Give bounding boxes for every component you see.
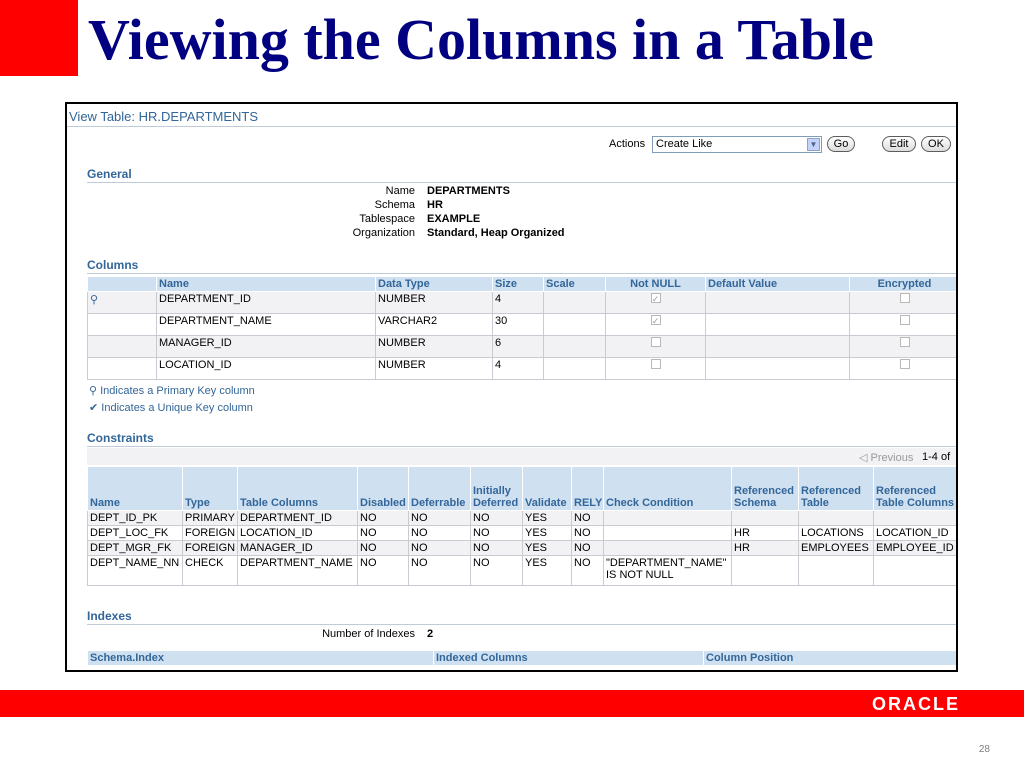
con-disabled: NO [358, 526, 409, 541]
col-header-key [88, 277, 157, 292]
footer-bar [0, 690, 1024, 717]
table-row [88, 314, 957, 336]
con-check-condition [604, 511, 732, 526]
con-rely: NO [572, 556, 604, 586]
index-count-row [67, 628, 627, 642]
col-header-scale[interactable]: Scale [544, 277, 606, 292]
encrypted-checkbox[interactable] [900, 315, 910, 325]
page-title: View Table: HR.DEPARTMENTS [69, 109, 259, 124]
slide-title: Viewing the Columns in a Table [88, 7, 874, 72]
table-row [88, 541, 957, 556]
con-header-check-condition[interactable]: Check Condition [604, 467, 732, 511]
constraints-table [87, 466, 956, 586]
legend-primary-key [89, 384, 255, 397]
column-scale [544, 292, 606, 314]
con-header-ref-table[interactable]: Referenced Table [799, 467, 874, 511]
column-type: NUMBER [376, 358, 493, 380]
column-size: 4 [493, 358, 544, 380]
con-ref-schema: HR [732, 541, 799, 556]
primary-key-icon: ⚲ [88, 292, 157, 314]
field-label: Schema [374, 199, 415, 211]
table-row [88, 358, 957, 380]
legend-unique-key [89, 401, 253, 414]
con-ref-table: EMPLOYEES [799, 541, 874, 556]
con-check-condition [604, 541, 732, 556]
con-validate: YES [523, 556, 572, 586]
table-row [88, 526, 957, 541]
table-row [88, 511, 957, 526]
con-initially-deferred: NO [471, 526, 523, 541]
encrypted-checkbox[interactable] [900, 293, 910, 303]
page-number: 28 [978, 744, 990, 755]
not-null-checkbox[interactable]: ✓ [651, 294, 660, 304]
checkmark-icon: ✔ [89, 402, 99, 414]
key-cell [88, 358, 157, 380]
general-field-schema [67, 199, 627, 213]
con-deferrable: NO [409, 541, 471, 556]
columns-table [87, 276, 956, 380]
con-header-deferrable[interactable]: Deferrable [409, 467, 471, 511]
con-ref-table: LOCATIONS [799, 526, 874, 541]
encrypted-checkbox[interactable] [900, 337, 910, 347]
con-type: FOREIGN [183, 526, 238, 541]
con-type: PRIMARY [183, 511, 238, 526]
indexes-header-row [88, 651, 957, 666]
actions-bar [67, 136, 956, 156]
field-value: EXAMPLE [427, 213, 481, 225]
con-ref-table [799, 511, 874, 526]
columns-header-row [88, 277, 957, 292]
con-name: DEPT_LOC_FK [88, 526, 183, 541]
constraints-header-row [88, 467, 957, 511]
column-name: LOCATION_ID [157, 358, 376, 380]
con-header-validate[interactable]: Validate [523, 467, 572, 511]
con-initially-deferred: NO [471, 511, 523, 526]
index-count-value: 2 [427, 628, 434, 640]
con-disabled: NO [358, 511, 409, 526]
indexes-heading: Indexes [87, 609, 132, 623]
general-field-organization [67, 227, 627, 241]
con-header-ref-schema[interactable]: Referenced Schema [732, 467, 799, 511]
table-row [88, 292, 957, 314]
columns-heading: Columns [87, 258, 139, 272]
con-rely: NO [572, 526, 604, 541]
col-header-name[interactable]: Name [157, 277, 376, 292]
not-null-checkbox[interactable]: ✓ [651, 316, 660, 326]
previous-link[interactable]: ◁ Previous [859, 452, 914, 464]
table-row [88, 336, 957, 358]
table-row [88, 556, 957, 586]
idx-header-schema-index[interactable]: Schema.Index [88, 651, 434, 666]
column-default [706, 358, 850, 380]
column-default [706, 292, 850, 314]
oracle-logo: ORACLE [872, 694, 960, 714]
field-label: Organization [352, 227, 415, 239]
con-name: DEPT_NAME_NN [88, 556, 183, 586]
title-divider [67, 126, 956, 127]
field-label: Tablespace [359, 213, 415, 225]
column-size: 30 [493, 314, 544, 336]
accent-square [0, 0, 78, 76]
previous-label: Previous [870, 452, 914, 464]
index-count-label: Number of Indexes [322, 628, 415, 640]
column-scale [544, 336, 606, 358]
con-header-table-columns[interactable]: Table Columns [238, 467, 358, 511]
field-value: DEPARTMENTS [427, 185, 510, 197]
con-header-name[interactable]: Name [88, 467, 183, 511]
con-table-columns: LOCATION_ID [238, 526, 358, 541]
con-name: DEPT_ID_PK [88, 511, 183, 526]
column-type: NUMBER [376, 336, 493, 358]
screenshot-frame [65, 102, 958, 672]
con-check-condition: "DEPARTMENT_NAME" IS NOT NULL [604, 556, 732, 586]
con-ref-columns [874, 511, 957, 526]
con-type: CHECK [183, 556, 238, 586]
con-validate: YES [523, 511, 572, 526]
field-value: HR [427, 199, 443, 211]
con-initially-deferred: NO [471, 556, 523, 586]
constraints-divider [87, 446, 956, 447]
chevron-down-icon[interactable]: ▼ [807, 138, 820, 151]
con-ref-schema [732, 556, 799, 586]
general-divider [87, 182, 956, 183]
con-ref-columns: LOCATION_ID [874, 526, 957, 541]
column-name: DEPARTMENT_NAME [157, 314, 376, 336]
column-type: NUMBER [376, 292, 493, 314]
col-header-encrypted[interactable]: Encrypted [850, 277, 957, 292]
edit-button[interactable]: Edit [882, 136, 916, 152]
column-name: DEPARTMENT_ID [157, 292, 376, 314]
con-deferrable: NO [409, 526, 471, 541]
key-cell [88, 336, 157, 358]
con-header-disabled[interactable]: Disabled [358, 467, 409, 511]
pager-range: 1-4 of [922, 451, 951, 463]
con-validate: YES [523, 526, 572, 541]
column-size: 6 [493, 336, 544, 358]
con-ref-table [799, 556, 874, 586]
con-ref-schema: HR [732, 526, 799, 541]
con-table-columns: DEPARTMENT_ID [238, 511, 358, 526]
general-field-tablespace [67, 213, 627, 227]
col-header-size[interactable]: Size [493, 277, 544, 292]
em-window [67, 104, 956, 670]
con-table-columns: MANAGER_ID [238, 541, 358, 556]
con-ref-columns [874, 556, 957, 586]
con-table-columns: DEPARTMENT_NAME [238, 556, 358, 586]
con-name: DEPT_MGR_FK [88, 541, 183, 556]
key-cell [88, 314, 157, 336]
con-header-initially-deferred[interactable]: Initially Deferred [471, 467, 523, 511]
not-null-checkbox[interactable] [651, 359, 661, 369]
go-button[interactable]: Go [827, 136, 855, 152]
con-header-rely[interactable]: RELY [572, 467, 604, 511]
col-header-default[interactable]: Default Value [706, 277, 850, 292]
column-scale [544, 358, 606, 380]
con-check-condition [604, 526, 732, 541]
con-header-ref-columns[interactable]: Referenced Table Columns [874, 467, 957, 511]
con-header-type[interactable]: Type [183, 467, 238, 511]
col-header-not-null[interactable]: Not NULL [606, 277, 706, 292]
actions-selected-value: Create Like [656, 138, 713, 150]
column-default [706, 314, 850, 336]
column-scale [544, 314, 606, 336]
actions-label: Actions [609, 138, 646, 150]
not-null-checkbox[interactable] [651, 337, 661, 347]
con-disabled: NO [358, 556, 409, 586]
actions-select[interactable] [652, 136, 822, 153]
con-validate: YES [523, 541, 572, 556]
con-disabled: NO [358, 541, 409, 556]
encrypted-checkbox[interactable] [900, 359, 910, 369]
column-size: 4 [493, 292, 544, 314]
con-type: FOREIGN [183, 541, 238, 556]
con-initially-deferred: NO [471, 541, 523, 556]
field-value: Standard, Heap Organized [427, 227, 565, 239]
con-deferrable: NO [409, 556, 471, 586]
columns-divider [87, 273, 956, 274]
column-name: MANAGER_ID [157, 336, 376, 358]
constraints-heading: Constraints [87, 431, 154, 445]
column-default [706, 336, 850, 358]
col-header-type[interactable]: Data Type [376, 277, 493, 292]
ok-button[interactable]: OK [921, 136, 951, 152]
indexes-divider [87, 624, 956, 625]
con-deferrable: NO [409, 511, 471, 526]
con-ref-schema [732, 511, 799, 526]
indexes-table [87, 650, 956, 666]
general-heading: General [87, 167, 132, 181]
legend-unique-text: Indicates a Unique Key column [101, 402, 253, 414]
con-rely: NO [572, 511, 604, 526]
idx-header-column-position[interactable]: Column Position [704, 651, 957, 666]
con-ref-columns: EMPLOYEE_ID [874, 541, 957, 556]
general-field-name [67, 185, 627, 199]
con-rely: NO [572, 541, 604, 556]
constraints-pager-bar [87, 448, 956, 465]
legend-primary-text: Indicates a Primary Key column [100, 385, 255, 397]
column-type: VARCHAR2 [376, 314, 493, 336]
field-label: Name [385, 185, 415, 197]
primary-key-icon: ⚲ [89, 385, 98, 397]
idx-header-indexed-columns[interactable]: Indexed Columns [434, 651, 704, 666]
